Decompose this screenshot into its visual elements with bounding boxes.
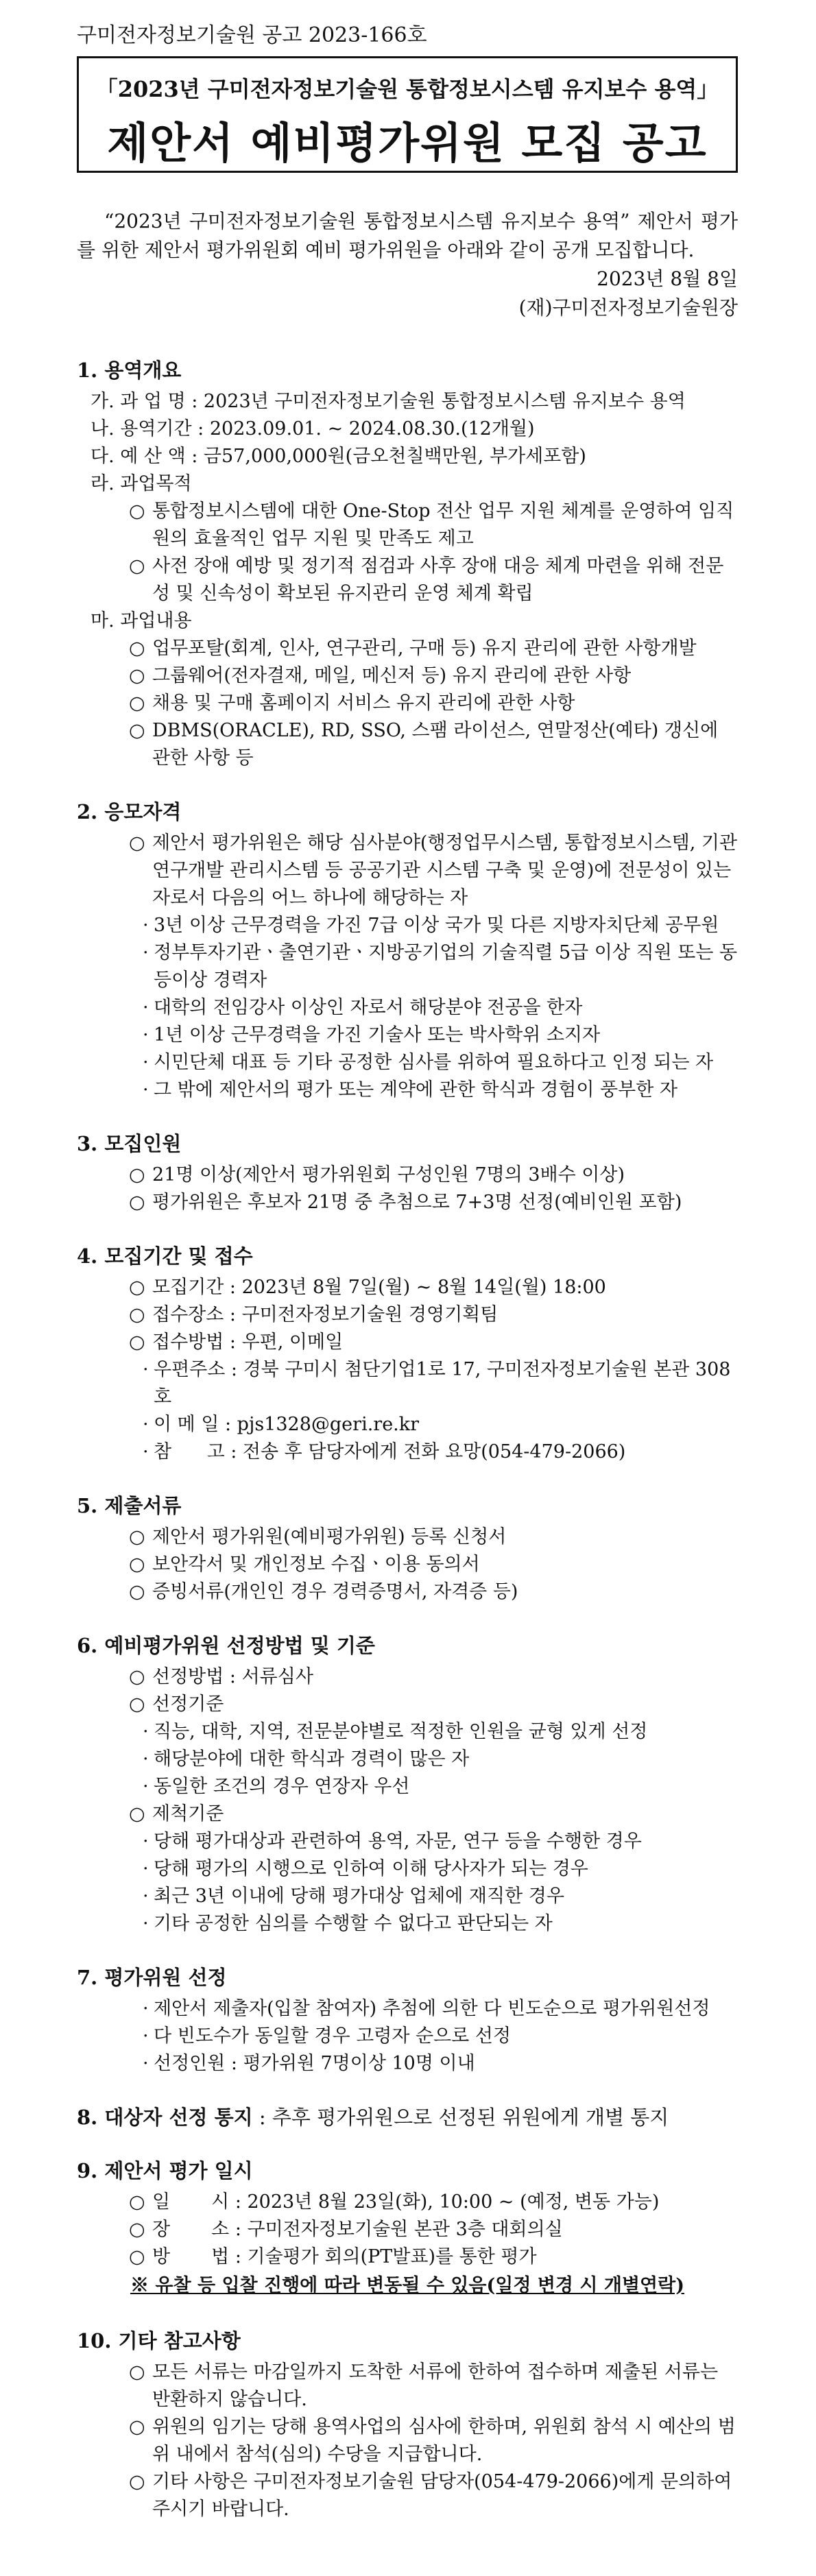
selection-method: ○ 선정방법 : 서류심사 <box>77 1663 738 1691</box>
circle-bullet-icon: ○ <box>129 1164 145 1185</box>
eligibility-lead: ○ 제안서 평가위원은 해당 심사분야(행정업무시스템, 통합정보시스템, 기관 연구개발 관리시스템 등 공공기관 시스템 구축 및 운영)에 전문성이 있는 자로서 다음의 어느 하나에 해당하는 자 <box>77 830 738 912</box>
title-subtitle: 「2023년 구미전자정보기술원 통합정보시스템 유지보수 용역」 <box>95 76 719 102</box>
circle-bullet-icon: ○ <box>129 1526 145 1548</box>
section-title: 6. 예비평가위원 선정방법 및 기준 <box>77 1634 375 1657</box>
circle-bullet-icon: ○ <box>129 1332 145 1353</box>
dot-bullet-icon: · <box>143 1776 149 1797</box>
section-committee-selection <box>77 1964 738 2078</box>
title-main: 제안서 예비평가위원 모집 공고 <box>107 118 708 168</box>
dot-bullet-icon: · <box>143 1052 149 1073</box>
criteria-item: · 직능, 대학, 지역, 전문분야별로 적정한 인원을 균형 있게 선정 <box>77 1718 738 1746</box>
section-title: 8. 대상자 선정 통지 : 추후 평가위원으로 선정된 위원에게 개별 통지 <box>77 2106 669 2129</box>
dot-bullet-icon: · <box>143 1079 149 1100</box>
dot-bullet-icon: · <box>143 2053 149 2074</box>
eligibility-item: · 정부투자기관ㆍ출연기관ㆍ지방공기업의 기술직렬 5급 이상 직원 또는 동등이상 경력자 <box>77 939 738 994</box>
misc-item: ○ 위원의 임기는 당해 용역사업의 심사에 한하며, 위원회 참석 시 예산의 범위 내에서 참석(심의) 수당을 지급합니다. <box>77 2414 738 2468</box>
dot-bullet-icon: · <box>143 1998 149 2019</box>
circle-bullet-icon: ○ <box>129 1192 145 1213</box>
misc-item: ○ 기타 사항은 구미전자정보기술원 담당자(054-479-2066)에게 문의하여 주시기 바랍니다. <box>77 2468 738 2523</box>
content-item: ○ 업무포탈(회계, 인사, 연구관리, 구매 등) 유지 관리에 관한 사항개발 <box>77 635 738 662</box>
circle-bullet-icon: ○ <box>129 2361 145 2383</box>
period-item: ○ 접수방법 : 우편, 이메일 <box>77 1329 738 1356</box>
circle-bullet-icon: ○ <box>129 693 145 714</box>
section-overview <box>77 357 738 772</box>
circle-bullet-icon: ○ <box>129 2416 145 2437</box>
dot-bullet-icon: · <box>143 997 149 1018</box>
exclusion-item: · 최근 3년 이내에 당해 평가대상 업체에 재직한 경우 <box>77 1883 738 1910</box>
eligibility-item: · 3년 이상 근무경력을 가진 7급 이상 국가 및 다른 지방자치단체 공무원 <box>77 912 738 939</box>
circle-bullet-icon: ○ <box>129 1694 145 1715</box>
recruit-item: ○ 평가위원은 후보자 21명 중 추첨으로 7+3명 선정(예비인원 포함) <box>77 1189 738 1216</box>
eligibility-item: · 1년 이상 근무경력을 가진 기술사 또는 박사학위 소지자 <box>77 1022 738 1049</box>
period-sub-item: · 우편주소 : 경북 구미시 첨단기업1로 17, 구미전자정보기술원 본관 308호 <box>77 1356 738 1411</box>
overview-item: 다. 예 산 액 : 금57,000,000원(금오천칠백만원, 부가세포함) <box>91 446 586 467</box>
section-misc <box>77 2327 738 2523</box>
eligibility-item: · 시민단체 대표 등 기타 공정한 심사를 위하여 필요하다고 인정 되는 자 <box>77 1049 738 1076</box>
document-item: ○ 제안서 평가위원(예비평가위원) 등록 신청서 <box>77 1524 738 1551</box>
exclusion-item: · 당해 평가의 시행으로 인하여 이해 당사자가 되는 경우 <box>77 1855 738 1883</box>
schedule-item: ○ 방 법 : 기술평가 회의(PT발표)를 통한 평가 <box>77 2243 738 2271</box>
schedule-item: ○ 장 소 : 구미전자정보기술원 본관 3층 대회의실 <box>77 2216 738 2243</box>
selection-item: · 선정인원 : 평가위원 7명이상 10명 이내 <box>77 2050 738 2078</box>
dot-bullet-icon: · <box>143 1858 149 1879</box>
circle-bullet-icon: ○ <box>129 720 145 741</box>
exclusion-label: ○ 제척기준 <box>77 1801 738 1828</box>
circle-bullet-icon: ○ <box>129 832 145 854</box>
circle-bullet-icon: ○ <box>129 2191 145 2213</box>
circle-bullet-icon: ○ <box>129 1581 145 1602</box>
dot-bullet-icon: · <box>143 1414 149 1435</box>
dot-bullet-icon: · <box>143 1886 149 1907</box>
content-item: ○ 그룹웨어(전자결재, 메일, 메신저 등) 유지 관리에 관한 사항 <box>77 662 738 690</box>
section-evaluation-schedule <box>77 2157 738 2301</box>
circle-bullet-icon: ○ <box>129 501 145 522</box>
overview-item: 가. 과 업 명 : 2023년 구미전자정보기술원 통합정보시스템 유지보수 용역 <box>91 391 686 412</box>
dot-bullet-icon: · <box>143 2025 149 2047</box>
document-item: ○ 보안각서 및 개인정보 수집ㆍ이용 동의서 <box>77 1551 738 1578</box>
criteria-item: · 동일한 조건의 경우 연장자 우선 <box>77 1773 738 1801</box>
section-title: 3. 모집인원 <box>77 1132 182 1155</box>
eligibility-item: · 대학의 전임강사 이상인 자로서 해당분야 전공을 한자 <box>77 994 738 1022</box>
title-box <box>77 56 738 173</box>
section-documents <box>77 1492 738 1606</box>
dot-bullet-icon: · <box>143 1831 149 1852</box>
circle-bullet-icon: ○ <box>129 2219 145 2240</box>
section-notification <box>77 2104 738 2131</box>
notice-body <box>77 357 738 2523</box>
dot-bullet-icon: · <box>143 1441 149 1462</box>
section-title: 1. 용역개요 <box>77 359 182 382</box>
section-period <box>77 1242 738 1466</box>
exclusion-item: · 당해 평가대상과 관련하여 용역, 자문, 연구 등을 수행한 경우 <box>77 1828 738 1855</box>
purpose-item: ○ 통합정보시스템에 대한 One-Stop 전산 업무 지원 체계를 운영하여 임직원의 효율적인 업무 지원 및 만족도 제고 <box>77 498 738 553</box>
period-sub-item: · 참 고 : 전송 후 담당자에게 전화 요망(054-479-2066) <box>77 1439 738 1466</box>
notice-date: 2023년 8월 8일 <box>597 267 738 290</box>
exclusion-item: · 기타 공정한 심의를 수행할 수 없다고 판단되는 자 <box>77 1910 738 1938</box>
notice-number: 구미전자정보기술원 공고 2023-166호 <box>77 23 427 47</box>
period-item: ○ 모집기간 : 2023년 8월 7일(월) ~ 8월 14일(월) 18:00 <box>77 1274 738 1301</box>
dot-bullet-icon: · <box>143 1721 149 1742</box>
selection-item: · 다 빈도수가 동일할 경우 고령자 순으로 선정 <box>77 2023 738 2050</box>
section-title: 2. 응모자격 <box>77 800 182 823</box>
criteria-item: · 해당분야에 대한 학식과 경력이 많은 자 <box>77 1746 738 1773</box>
misc-item: ○ 모든 서류는 마감일까지 도착한 서류에 한하여 접수하며 제출된 서류는 반환하지 않습니다. <box>77 2359 738 2414</box>
circle-bullet-icon: ○ <box>129 2246 145 2267</box>
circle-bullet-icon: ○ <box>129 1803 145 1825</box>
section-title: 5. 제출서류 <box>77 1494 182 1517</box>
circle-bullet-icon: ○ <box>129 2471 145 2492</box>
overview-item: 나. 용역기간 : 2023.09.01. ~ 2024.08.30.(12개월) <box>91 418 535 440</box>
overview-item: 라. 과업목적 <box>91 473 192 494</box>
content-label: 마. 과업내용 <box>91 610 192 631</box>
document-item: ○ 증빙서류(개인인 경우 경력증명서, 자격증 등) <box>77 1578 738 1606</box>
section-title: 7. 평가위원 선정 <box>77 1966 227 1989</box>
issuer: (재)구미전자정보기술원장 <box>518 296 738 319</box>
schedule-note: ※ 유찰 등 입찰 진행에 따라 변동될 수 있음(일정 변경 시 개별연락) <box>130 2275 684 2296</box>
circle-bullet-icon: ○ <box>129 1666 145 1687</box>
section-recruit-count <box>77 1130 738 1216</box>
circle-bullet-icon: ○ <box>129 1554 145 1575</box>
circle-bullet-icon: ○ <box>129 638 145 659</box>
dot-bullet-icon: · <box>143 942 149 963</box>
period-sub-item: · 이 메 일 : pjs1328@geri.re.kr <box>77 1411 738 1439</box>
circle-bullet-icon: ○ <box>129 1304 145 1325</box>
period-item: ○ 접수장소 : 구미전자정보기술원 경영기획팀 <box>77 1301 738 1329</box>
section-title: 9. 제안서 평가 일시 <box>77 2159 253 2182</box>
dot-bullet-icon: · <box>143 1913 149 1934</box>
dot-bullet-icon: · <box>143 1024 149 1046</box>
section-title: 10. 기타 참고사항 <box>77 2329 241 2352</box>
eligibility-item: · 그 밖에 제안서의 평가 또는 계약에 관한 학식과 경험이 풍부한 자 <box>77 1076 738 1104</box>
content-item: ○ DBMS(ORACLE), RD, SSO, 스팸 라이선스, 연말정산(예타) 갱신에 관한 사항 등 <box>77 717 738 772</box>
section-selection-criteria <box>77 1632 738 1938</box>
selection-item: · 제안서 제출자(입찰 참여자) 추첨에 의한 다 빈도순으로 평가위원선정 <box>77 1995 738 2023</box>
content-item: ○ 채용 및 구매 홈페이지 서비스 유지 관리에 관한 사항 <box>77 690 738 717</box>
intro-text: “2023년 구미전자정보기술원 통합정보시스템 유지보수 용역” 제안서 평가를 위한 제안서 평가위원회 예비 평가위원을 아래와 같이 공개 모집합니다. <box>77 210 738 261</box>
circle-bullet-icon: ○ <box>129 555 145 577</box>
schedule-item: ○ 일 시 : 2023년 8월 23일(화), 10:00 ~ (예정, 변동 가능) <box>77 2189 738 2216</box>
circle-bullet-icon: ○ <box>129 665 145 686</box>
dot-bullet-icon: · <box>143 1748 149 1770</box>
purpose-item: ○ 사전 장애 예방 및 정기적 점검과 사후 장애 대응 체계 마련을 위해 전문성 및 신속성이 확보된 유지관리 운영 체계 확립 <box>77 553 738 607</box>
dot-bullet-icon: · <box>143 915 149 936</box>
section-eligibility <box>77 798 738 1104</box>
criteria-label: ○ 선정기준 <box>77 1691 738 1718</box>
section-title: 4. 모집기간 및 접수 <box>77 1244 253 1268</box>
dot-bullet-icon: · <box>143 1359 149 1380</box>
notification-text: : 추후 평가위원으로 선정된 위원에게 개별 통지 <box>252 2106 669 2129</box>
circle-bullet-icon: ○ <box>129 1277 145 1298</box>
intro-block <box>77 207 738 322</box>
recruit-item: ○ 21명 이상(제안서 평가위원회 구성인원 7명의 3배수 이상) <box>77 1161 738 1189</box>
